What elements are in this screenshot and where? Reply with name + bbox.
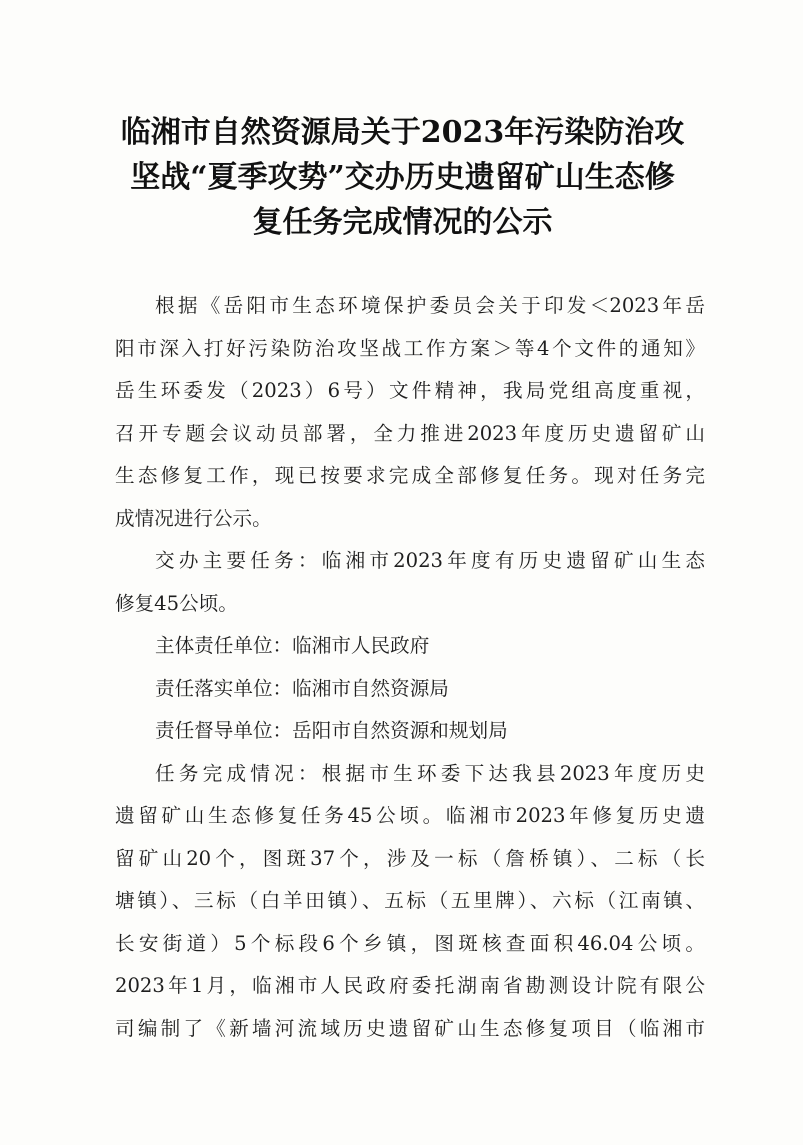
- body-line: 遗留矿山生态修复任务45公顷。临湘市2023年修复历史遗: [115, 804, 705, 827]
- title-line: 临湘市自然资源局关于2023年污染防治攻: [120, 115, 685, 150]
- body-line: 司编制了《新墙河流域历史遗留矿山生态修复项目（临湘市: [115, 1016, 705, 1040]
- title-line: 复任务完成情况的公示: [252, 205, 553, 240]
- title-line: 坚战“夏季攻势”交办历史遗留矿山生态修: [130, 160, 675, 195]
- body-line: 任务完成情况：根据市生环委下达我县2023年度历史: [155, 761, 705, 785]
- body-line: 生态修复工作，现已按要求完成全部修复任务。现对任务完: [115, 464, 705, 487]
- document-title: [100, 110, 705, 245]
- body-line: 2023年1月，临湘市人民政府委托湖南省勘测设计院有限公: [115, 974, 705, 997]
- body-line: 责任督导单位：岳阳市自然资源和规划局: [155, 719, 508, 742]
- body-line: 留矿山20个，图斑37个，涉及一标（詹桥镇）、二标（长: [115, 846, 705, 870]
- body-line: 岳生环委发（2023）6号）文件精神，我局党组高度重视，: [115, 379, 705, 402]
- body-line: 修复45公顷。: [115, 591, 238, 615]
- body-line: 成情况进行公示。: [115, 506, 272, 530]
- body-line: 主体责任单位：临湘市人民政府: [155, 634, 430, 657]
- body-line: 责任落实单位：临湘市自然资源局: [155, 676, 449, 700]
- document-body: [115, 285, 705, 1050]
- body-line: 阳市深入打好污染防治攻坚战工作方案＞等4个文件的通知》: [115, 336, 705, 360]
- body-line: 根据《岳阳市生态环境保护委员会关于印发＜2023年岳: [155, 294, 705, 317]
- body-line: 召开专题会议动员部署，全力推进2023年度历史遗留矿山: [115, 421, 705, 445]
- body-line: 塘镇）、三标（白羊田镇）、五标（五里牌）、六标（江南镇、: [115, 889, 705, 912]
- body-line: 长安街道）5个标段6个乡镇，图斑核查面积46.04公顷。: [115, 931, 705, 955]
- body-line: 交办主要任务：临湘市2023年度有历史遗留矿山生态: [155, 549, 705, 572]
